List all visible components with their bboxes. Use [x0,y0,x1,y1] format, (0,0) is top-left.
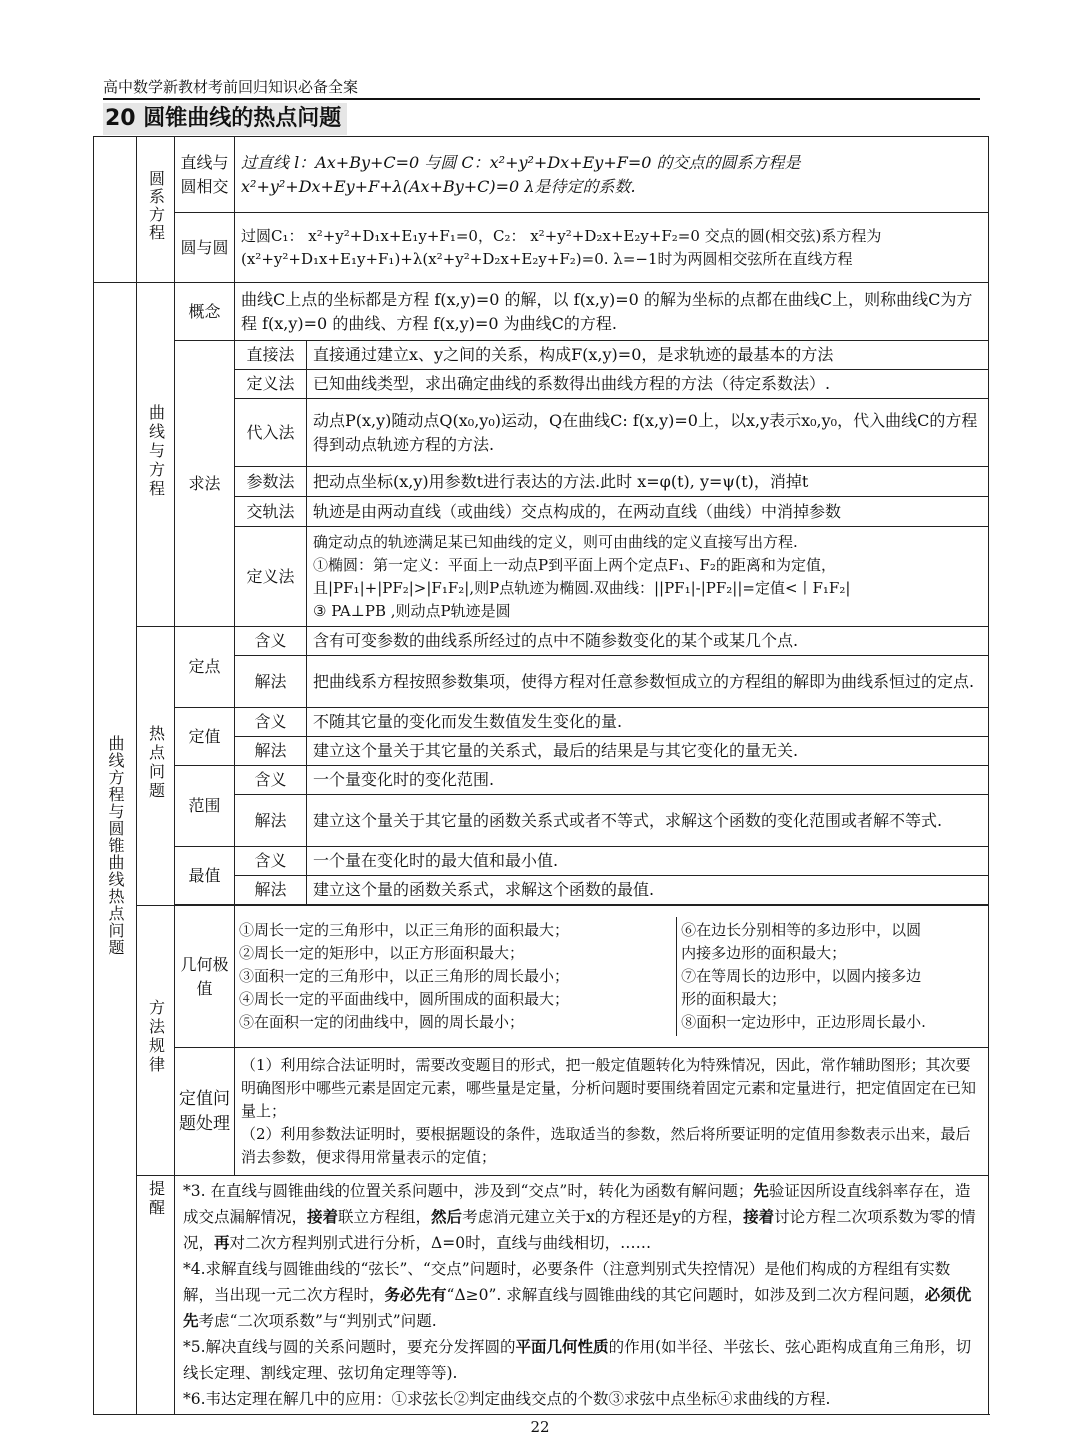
group-2-k1: 解法 [235,795,307,847]
method-name-4: 交轨法 [235,497,307,527]
method-name-2: 代入法 [235,399,307,467]
method-text-4: 轨迹是由两动直线（或曲线）交点构成的，在两动直线（曲线）中消掉参数 [307,497,989,527]
tips-label: 提醒 [137,1176,175,1415]
page-number: 22 [530,1418,550,1436]
method-name-3: 参数法 [235,467,307,497]
group-3-k1: 解法 [235,876,307,905]
group-0-name: 定点 [175,627,235,708]
sec1-r1-label: 直线与圆相交 [175,137,235,213]
group-0-k0: 含义 [235,627,307,656]
tip-3: *3. 在直线与圆锥曲线的位置关系问题中，涉及到“交点”时，转化为函数有解问题；先验证因所设直线斜率存在，造成交点漏解情况，接着联立方程组，然后考虑消元建立关于x的方程还是y的方程，接着讨论方程二次项系数为零的情况，再对二次方程判别式进行分析，Δ=0时，直线与曲线相切，…… [183,1182,976,1252]
sec1-outer-cell [94,137,137,283]
group-1-v1: 建立这个量关于其它量的关系式，最后的结果是与其它变化的量无关. [307,737,989,766]
group-1-k1: 解法 [235,737,307,766]
geo-label: 几何极值 [175,906,235,1048]
method-text-1: 已知曲线类型，求出确定曲线的系数得出曲线方程的方法（待定系数法）. [307,370,989,399]
concept-text: 曲线C上点的坐标都是方程 f(x,y)=0 的解，以 f(x,y)=0 的解为坐标的点都在曲线C上，则称曲线C为方程 f(x,y)=0 的曲线、方程 f(x,y)=0 为曲线C的方程. [235,283,989,341]
concept-label: 概念 [175,283,235,341]
group-0-v0: 含有可变参数的曲线系所经过的点中不随参数变化的某个或某几个点. [307,627,989,656]
fixed-text: （1）利用综合法证明时，需要改变题目的形式，把一般定值题转化为特殊情况，因此，常作辅助图形；其次要明确图形中哪些元素是固定元素，哪些量是定量，分析问题时要围绕着固定元素和定量进行，把定值固定在已知量上； （2）利用参数法证明时，要根据题设的条件，选取适当的参数，然后将所要证明的定值用参数表示出来，最后消去参数，便求得用常量表示的定值； [235,1048,989,1176]
group-2-k0: 含义 [235,766,307,795]
group-2-v0: 一个量变化时的变化范围. [307,766,989,795]
group-0-v1: 把曲线系方程按照参数集项，使得方程对任意参数恒成立的方程组的解即为曲线系恒过的定点. [307,656,989,708]
header-rule [103,98,980,100]
tip-5: *5.解决直线与圆的关系问题时，要充分发挥圆的平面几何性质的作用(如半径、半弦长、弦心距构成直角三角形，切线长定理、割线定理、弦切角定理等等). [183,1338,972,1382]
sec1-r2-label: 圆与圆 [175,213,235,283]
group-1-k0: 含义 [235,708,307,737]
sub2-label: 热点问题 [137,627,175,906]
tips-text [175,1176,989,1415]
fixed-label: 定值问题处理 [175,1048,235,1176]
group-0-k1: 解法 [235,656,307,708]
group-2-name: 范围 [175,766,235,847]
sub1-label: 曲线与方程 [137,283,175,627]
knowledge-table [93,136,989,1415]
method-text-0: 直接通过建立x、y之间的关系，构成F(x,y)=0，是求轨迹的最基本的方法 [307,341,989,370]
group-3-k0: 含义 [235,847,307,876]
sub3-label: 方法规律 [137,906,175,1176]
tip-4: *4.求解直线与圆锥曲线的“弦长”、“交点”问题时，必要条件（注意判别式失控情况）是他们构成的方程组有实数解，当出现一元二次方程时，务必先有“Δ≥0”. 求解直线与圆锥曲线的其它问题时，如涉及到二次方程问题，必须优先考虑“二次项系数”与“判别式”问题. [183,1260,972,1330]
method-text-3: 把动点坐标(x,y)用参数t进行表达的方法.此时 x=φ(t), y=ψ(t)，消掉t [307,467,989,497]
geo-text: ①周长一定的三角形中，以正三角形的面积最大； ②周长一定的矩形中，以正方形面积最大； ③面积一定的三角形中，以正三角形的周长最小； ④周长一定的平面曲线中，圆所围成的面积最大； ⑤在面积一定的闭曲线中，圆的周长最小； ⑥在边长分别相等的多边形中，以圆 内接多边形的面积最大； ⑦在等周长的边形中，以圆内接多边 形的面积最大； ⑧面积一定边形中，正边形周长最小. [235,906,989,1048]
group-3-v1: 建立这个量的函数关系式，求解这个函数的最值. [307,876,989,905]
method-name-0: 直接法 [235,341,307,370]
group-3-name: 最值 [175,847,235,905]
group-1-v0: 不随其它量的变化而发生数值发生变化的量. [307,708,989,737]
method-name-5: 定义法 [235,527,307,627]
method-text-5: 确定动点的轨迹满足某已知曲线的定义，则可由曲线的定义直接写出方程. ①椭圆：第一定义：平面上一动点P到平面上两个定点F₁、F₂的距离和为定值， 且|PF₁|+|PF₂|>|F₁F₂|,则P点轨迹为椭圆.双曲线：||PF₁|-|PF₂||=定值<丨F₁F₂| ③ PA⊥PB ,则动点P轨迹是圆 [307,527,989,627]
group-3-v0: 一个量在变化时的最大值和最小值. [307,847,989,876]
group-1-name: 定值 [175,708,235,766]
sec1-label: 圆系方程 [137,137,175,283]
sec1-r2-text: 过圆C₁： x²+y²+D₁x+E₁y+F₁=0，C₂： x²+y²+D₂x+E₂y+F₂=0 交点的圆(相交弦)系方程为 (x²+y²+D₁x+E₁y+F₁)+λ(x²+y²+D₂x+E₂y+F₂)=0. λ=−1时为两圆相交弦所在直线方程 [235,213,989,283]
group-2-v1: 建立这个量关于其它量的函数关系式或者不等式，求解这个函数的变化范围或者解不等式. [307,795,989,847]
tip-6: *6.韦达定理在解几中的应用：①求弦长②判定曲线交点的个数③求弦中点坐标④求曲线的方程. [183,1390,831,1408]
page-title: 20 圆锥曲线的热点问题 [103,103,347,135]
sec1-r1-text: 过直线 l：Ax+By+C=0 与圆 C：x²+y²+Dx+Ey+F=0 的交点的圆系方程是 x²+y²+Dx+Ey+F+λ(Ax+By+C)=0 λ是待定的系数. [235,137,989,213]
method-name-1: 定义法 [235,370,307,399]
method-text-2: 动点P(x,y)随动点Q(x₀,y₀)运动，Q在曲线C: f(x,y)=0上，以x,y表示x₀,y₀，代入曲线C的方程得到动点轨迹方程的方法. [307,399,989,467]
method-label: 求法 [175,341,235,627]
book-header: 高中数学新教材考前回归知识必备全案 [103,78,359,96]
sec2-label: 曲线方程与圆锥曲线热点问题 [94,283,137,1415]
